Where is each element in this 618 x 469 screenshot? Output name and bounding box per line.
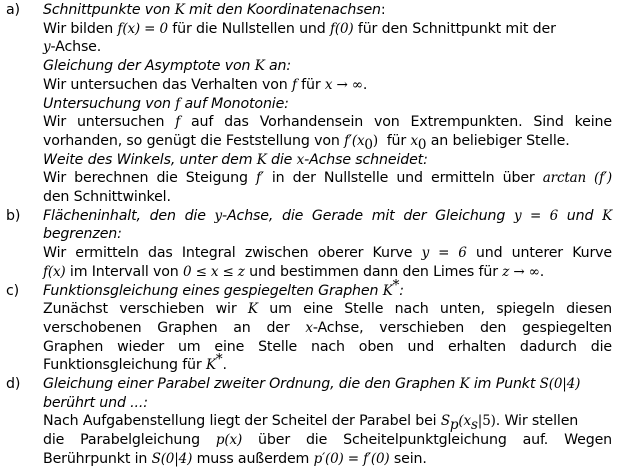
text-run: (x: [458, 413, 472, 430]
text-run: p: [449, 417, 459, 434]
text-run: .: [222, 357, 227, 374]
text-run: Flächeninhalt, den die: [43, 207, 215, 224]
text-run: für: [296, 76, 325, 93]
text-run: Funktionsgleichung eines gespiegelten Graphen: [43, 282, 383, 299]
text-run: für die Nullstellen und: [167, 20, 330, 37]
body-line: [43, 76, 612, 95]
text-run: .: [539, 263, 545, 280]
text-run: .: [362, 76, 368, 93]
text-run: Nach Aufgabenstellung liegt der Scheitel der Parabel bei: [43, 413, 441, 430]
text-run: Wir bilden: [43, 20, 118, 37]
text-run: y: [214, 207, 223, 224]
text-run: Wir ermitteln das Integral zwischen oberer Kurve: [43, 245, 422, 262]
text-run: -Achse schneidet:: [304, 151, 428, 168]
section-heading: [43, 225, 612, 244]
body-line: [43, 300, 612, 319]
text-run: K: [602, 207, 612, 224]
body-line: [43, 169, 612, 188]
text-run: :: [399, 282, 404, 299]
text-run: und bestimmen dann den Limes für: [244, 263, 503, 280]
section-heading: [43, 207, 612, 226]
text-run: Berührpunkt in: [43, 450, 152, 467]
text-run: für: [377, 132, 411, 149]
text-run: f(x): [43, 263, 66, 280]
text-run: -Achse, verschieben den gespiegelten: [312, 319, 612, 336]
text-run: x: [296, 151, 305, 168]
text-run: an:: [264, 58, 292, 75]
text-run: ): [372, 132, 378, 149]
body-line: [43, 113, 612, 132]
text-run: f: [175, 95, 181, 112]
text-run: p(x): [215, 432, 243, 449]
text-run: Gleichung einer Parabel zweiter Ordnung, die den Graphen: [43, 376, 460, 393]
text-run: -Achse.: [50, 39, 102, 56]
text-run: f(0): [329, 20, 354, 37]
text-run: K: [382, 282, 393, 299]
text-run: arctan (f′): [542, 170, 612, 187]
text-run: im Intervall von: [65, 263, 183, 280]
text-run: über die Scheitelpunktgleichung auf. Wegen: [242, 432, 613, 449]
text-run: y = 6: [421, 245, 467, 262]
body-line: [43, 132, 612, 151]
text-run: *: [392, 276, 400, 293]
text-run: auf das Vorhandensein von Extrempunkten. Sind keine: [180, 114, 612, 131]
text-run: sein.: [389, 450, 427, 467]
item-label: c): [6, 282, 20, 299]
text-run: K: [174, 2, 185, 18]
text-run: K: [459, 376, 470, 393]
text-run: f′(x: [344, 132, 365, 149]
text-run: Weite des Winkels, unter dem: [43, 151, 257, 168]
body-line: [43, 38, 612, 57]
body-line: [43, 412, 612, 434]
text-run: K: [205, 357, 216, 374]
text-run: und: [558, 207, 603, 224]
text-run: x: [410, 132, 418, 149]
section-heading: [43, 375, 612, 394]
text-run: muss außerdem: [192, 450, 314, 467]
text-run: und unterer Kurve: [466, 245, 612, 262]
text-run: mit den Koordinatenachsen: [184, 2, 381, 18]
body-line: [43, 338, 612, 357]
text-run: auf Monotonie:: [180, 95, 289, 112]
text-run: Wir untersuchen: [43, 114, 176, 131]
text-run: 0 ≤ x ≤ z: [183, 263, 245, 280]
text-run: f′: [255, 170, 264, 187]
text-run: S(0|4): [539, 376, 581, 393]
text-run: Funktionsgleichung für: [43, 357, 206, 374]
text-run: f: [291, 76, 297, 93]
text-run: Wir berechnen die Steigung: [43, 170, 256, 187]
section-heading: [43, 276, 612, 301]
text-run: Graphen wieder um eine Stelle nach oben und erhalten dadurch die: [43, 338, 612, 355]
item-label: b): [6, 207, 21, 224]
text-run: x → ∞: [324, 76, 363, 93]
body-line: [43, 263, 612, 282]
body-line: [43, 431, 612, 450]
section-heading: [43, 1, 612, 20]
body-line: [43, 450, 612, 469]
section-heading: [43, 394, 612, 413]
text-run: *: [215, 351, 223, 368]
text-run: f: [175, 114, 181, 131]
text-run: die: [266, 151, 297, 168]
text-run: |5): [477, 413, 496, 430]
text-run: z → ∞: [502, 263, 540, 280]
body-line: [43, 244, 612, 263]
item-label: a): [6, 2, 20, 18]
text-run: f(x) = 0: [117, 20, 168, 37]
text-run: S: [440, 413, 450, 430]
text-run: begrenzen:: [43, 226, 122, 243]
text-run: 0: [364, 136, 373, 153]
text-run: x: [305, 319, 313, 336]
text-run: . Wir stellen: [495, 413, 579, 430]
text-run: Untersuchung von: [43, 95, 176, 112]
text-run: berührt und ...:: [43, 394, 148, 411]
text-run: :: [380, 2, 386, 18]
text-run: S(0|4): [151, 450, 193, 467]
text-run: für den Schnittpunkt mit der: [353, 20, 556, 37]
text-run: p′(0) = f′(0): [313, 450, 390, 467]
item-label: d): [6, 376, 21, 393]
text-run: die Parabelgleichung: [43, 432, 216, 449]
text-run: y: [43, 39, 51, 56]
text-run: in der Nullstelle und ermitteln über: [263, 170, 543, 187]
body-line: [43, 20, 612, 39]
section-heading: [43, 95, 612, 114]
text-run: im Punkt: [469, 376, 540, 393]
body-line: [43, 351, 612, 375]
text-run: an beliebiger Stelle.: [426, 132, 570, 149]
text-run: K: [247, 301, 258, 318]
text-run: Schnittpunkte von: [43, 2, 175, 18]
text-run: Wir untersuchen das Verhalten von: [43, 76, 292, 93]
text-run: vorhanden, so genügt die Feststellung von: [43, 132, 345, 149]
text-run: Zunächst verschieben wir: [43, 301, 248, 318]
section-heading: [43, 57, 612, 76]
text-run: K: [254, 58, 265, 75]
text-run: K: [256, 151, 267, 168]
section-heading: [43, 151, 612, 170]
text-run: y = 6: [513, 207, 559, 224]
body-line: [43, 319, 612, 338]
body-line: [43, 188, 612, 207]
text-run: -Achse, die Gerade mit der Gleichung: [222, 207, 514, 224]
text-run: um eine Stelle nach unten, spiegeln diesen: [257, 301, 612, 318]
text-run: den Schnittwinkel.: [43, 189, 171, 206]
text-run: verschobenen Graphen an der: [43, 319, 306, 336]
text-run: 0: [417, 136, 427, 153]
item-c: [0, 276, 618, 376]
item-a: [0, 1, 618, 207]
text-run: s: [471, 417, 478, 434]
item-b: [0, 207, 618, 282]
text-run: Gleichung der Asymptote von: [43, 58, 255, 75]
